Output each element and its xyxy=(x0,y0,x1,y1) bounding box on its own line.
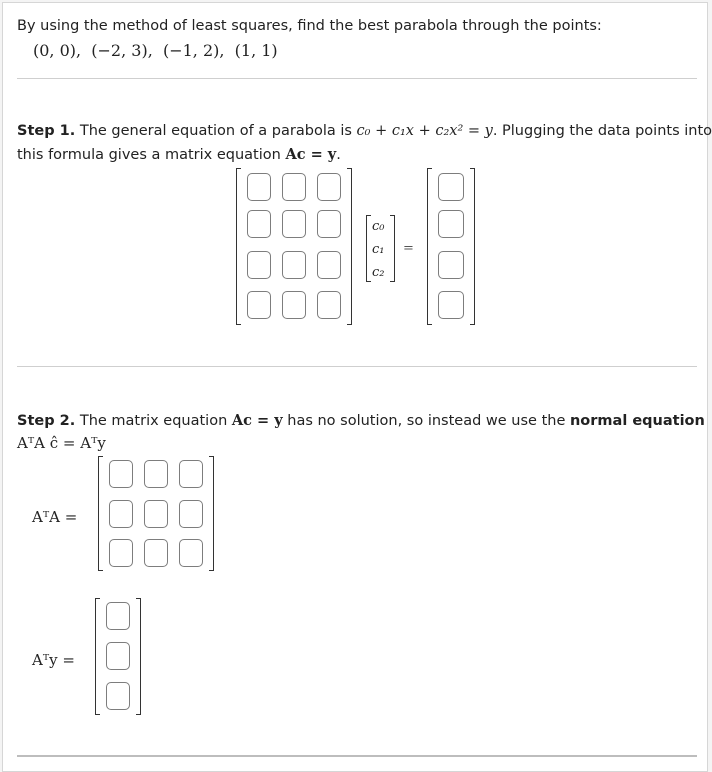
step2-text-b: has no solution, so instead we use the xyxy=(287,413,566,429)
step1-line2 xyxy=(17,143,341,167)
step1-equals: = xyxy=(403,241,414,256)
step1-line1 xyxy=(17,120,712,143)
ata-cell-input[interactable] xyxy=(109,539,133,567)
matrix-a-cell-input[interactable] xyxy=(247,251,271,279)
vector-c-entry: c₁ xyxy=(372,242,385,257)
matrix-a-cell-input[interactable] xyxy=(247,173,271,201)
step1-period: . xyxy=(336,147,341,163)
vector-y-cell-input[interactable] xyxy=(438,210,464,238)
vector-y-cell-input[interactable] xyxy=(438,251,464,279)
matrix-a-cell-input[interactable] xyxy=(282,210,306,238)
step1-equation: c₀ + c₁x + c₂x² = y xyxy=(356,123,493,139)
step1-matrix-eq: Ac = y xyxy=(285,146,337,163)
aty-label: Aᵀy = xyxy=(32,651,75,669)
points-list xyxy=(33,39,278,62)
ata-cell-input[interactable] xyxy=(144,500,168,528)
matrix-a-cell-input[interactable] xyxy=(282,291,306,319)
normal-equation: AᵀA ĉ = Aᵀy xyxy=(17,434,106,452)
vector-c-right-bracket xyxy=(390,215,395,282)
matrix-a-cell-input[interactable] xyxy=(317,291,341,319)
problem-intro: By using the method of least squares, find the best parabola through the points: xyxy=(17,18,602,34)
problem-card xyxy=(2,2,712,772)
divider-1 xyxy=(17,78,697,79)
ata-label: AᵀA = xyxy=(32,508,78,526)
vector-y-right-bracket xyxy=(470,168,475,325)
aty-cell-input[interactable] xyxy=(106,642,130,670)
matrix-a-cell-input[interactable] xyxy=(282,173,306,201)
matrix-a-cell-input[interactable] xyxy=(247,210,271,238)
step1-label: Step 1. xyxy=(17,123,76,139)
matrix-a-left-bracket xyxy=(236,168,241,325)
ata-cell-input[interactable] xyxy=(109,460,133,488)
aty-cell-input[interactable] xyxy=(106,602,130,630)
matrix-a-right-bracket xyxy=(347,168,352,325)
ata-cell-input[interactable] xyxy=(144,460,168,488)
divider-2 xyxy=(17,366,697,367)
matrix-a-cell-input[interactable] xyxy=(317,210,341,238)
aty-right-bracket xyxy=(136,598,141,715)
ata-cell-input[interactable] xyxy=(179,539,203,567)
aty-cell-input[interactable] xyxy=(106,682,130,710)
divider-3 xyxy=(17,755,697,757)
ata-cell-input[interactable] xyxy=(109,500,133,528)
normal-equation-term: normal equation xyxy=(569,413,705,429)
vector-c-entry: c₂ xyxy=(372,265,385,280)
ata-right-bracket xyxy=(209,456,214,571)
matrix-a-cell-input[interactable] xyxy=(317,251,341,279)
step1-text-b: . Plugging the data points into xyxy=(492,123,712,139)
vector-c-entry: c₀ xyxy=(372,219,385,234)
point-2: (−2, 3), xyxy=(91,41,153,60)
matrix-a-cell-input[interactable] xyxy=(317,173,341,201)
ata-cell-input[interactable] xyxy=(179,460,203,488)
point-3: (−1, 2), xyxy=(162,41,225,60)
vector-y-left-bracket xyxy=(427,168,432,325)
vector-y-cell-input[interactable] xyxy=(438,291,464,319)
step2-line1 xyxy=(17,409,705,433)
point-4: (1, 1) xyxy=(234,41,278,60)
ata-left-bracket xyxy=(98,456,103,571)
ata-cell-input[interactable] xyxy=(144,539,168,567)
vector-c-left-bracket xyxy=(366,215,371,282)
matrix-a-cell-input[interactable] xyxy=(247,291,271,319)
step1-text-c: this formula gives a matrix equation xyxy=(17,147,281,163)
ata-cell-input[interactable] xyxy=(179,500,203,528)
step1-text-a: The general equation of a parabola is xyxy=(79,123,352,139)
vector-y-cell-input[interactable] xyxy=(438,173,464,201)
matrix-a-cell-input[interactable] xyxy=(282,251,306,279)
step2-text-a: The matrix equation xyxy=(79,413,228,429)
aty-left-bracket xyxy=(95,598,100,715)
step2-matrix-eq: Ac = y xyxy=(231,412,283,429)
point-1: (0, 0), xyxy=(33,41,82,60)
step2-label: Step 2. xyxy=(17,413,76,429)
